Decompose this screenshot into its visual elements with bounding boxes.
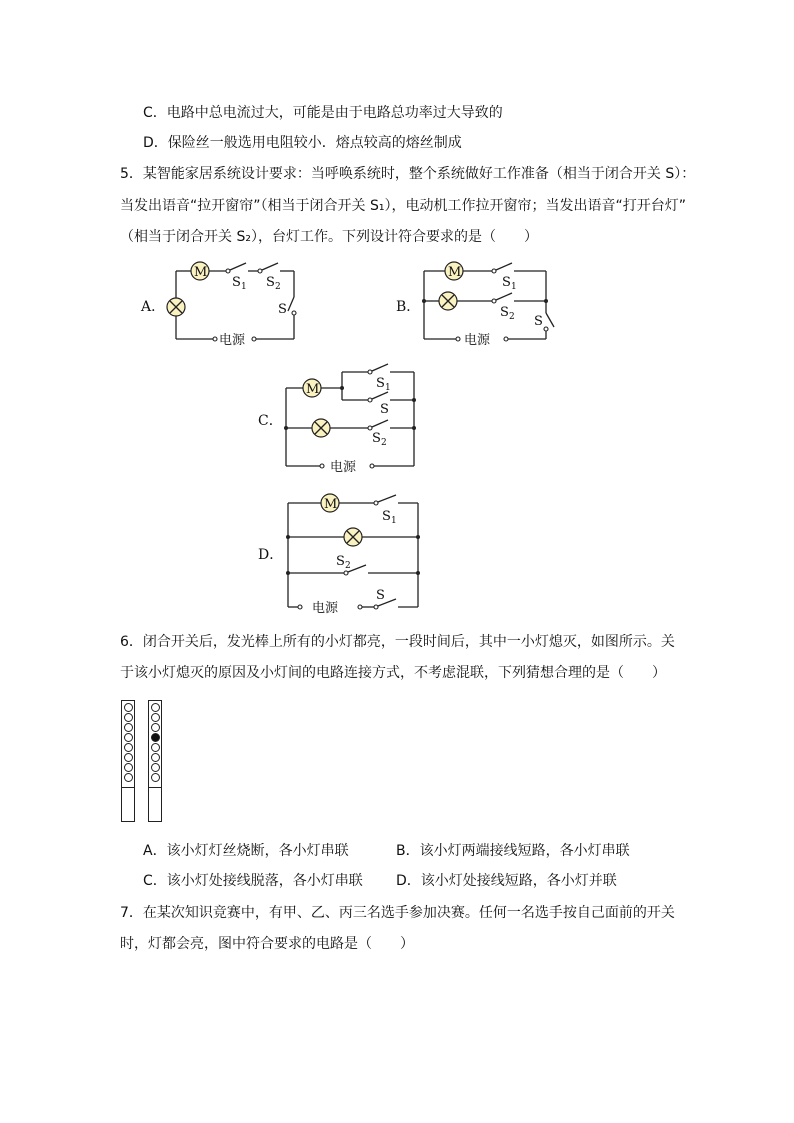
q5-circuit-c — [280, 360, 430, 475]
svg-text:1: 1 — [241, 282, 247, 292]
q6-option-a: A．该小灯灯丝烧断，各小灯串联 — [143, 843, 349, 859]
svg-text:电源: 电源 — [330, 460, 357, 475]
svg-text:S: S — [382, 509, 391, 524]
lamp — [151, 713, 160, 722]
q5-stem-line1: 5．某智能家居系统设计要求：当呼唤系统时，整个系统做好工作准备（相当于闭合开关 S）： — [120, 166, 696, 182]
q5-circuit-a — [160, 255, 310, 350]
svg-text:S: S — [376, 376, 385, 391]
light-rod-one-unlit — [148, 700, 162, 822]
svg-text:2: 2 — [509, 312, 515, 322]
q5-option-a-label: A． — [141, 299, 166, 315]
svg-text:S: S — [376, 588, 385, 603]
q5-option-c-label: C． — [258, 413, 283, 429]
svg-text:S: S — [372, 431, 381, 446]
svg-text:1: 1 — [391, 516, 397, 526]
q5-circuit-b — [418, 255, 568, 350]
q5-stem-line2: 当发出语音“拉开窗帘”（相当于闭合开关 S₁），电动机工作拉开窗帘；当发出语音“打开台灯” — [120, 198, 686, 214]
rod-handle-divider — [149, 787, 161, 788]
q6-option-c: C．该小灯处接线脱落，各小灯串联 — [143, 873, 363, 889]
lamp — [124, 713, 133, 722]
q4-option-d: D．保险丝一般选用电阻较小．熔点较高的熔丝制成 — [143, 135, 462, 151]
q5-option-d-label: D． — [258, 547, 284, 563]
svg-text:S: S — [266, 275, 275, 290]
lamp — [124, 743, 133, 752]
svg-text:S: S — [336, 554, 345, 569]
q5-stem-line3: （相当于闭合开关 S₂），台灯工作。下列设计符合要求的是（ ） — [120, 229, 538, 245]
svg-text:1: 1 — [511, 282, 517, 292]
lamp — [124, 753, 133, 762]
lamp — [124, 773, 133, 782]
svg-text:电源: 电源 — [219, 333, 246, 348]
lamp — [151, 703, 160, 712]
lamp — [124, 723, 133, 732]
svg-text:M: M — [448, 265, 462, 280]
lamp — [151, 753, 160, 762]
svg-text:M: M — [306, 382, 320, 397]
svg-text:S: S — [232, 275, 241, 290]
q5-option-b-label: B． — [396, 299, 421, 315]
lamp — [151, 763, 160, 772]
svg-text:1: 1 — [385, 383, 391, 393]
q5-circuit-d — [280, 485, 430, 620]
lamp — [151, 723, 160, 732]
svg-text:2: 2 — [345, 561, 351, 571]
svg-text:电源: 电源 — [312, 601, 339, 616]
q6-stem-line2: 于该小灯熄灭的原因及小灯间的电路连接方式，不考虑混联，下列猜想合理的是（ ） — [120, 665, 666, 681]
lamp — [124, 703, 133, 712]
svg-text:电源: 电源 — [464, 333, 491, 348]
q6-option-b: B．该小灯两端接线短路，各小灯串联 — [396, 843, 630, 859]
svg-text:S: S — [278, 302, 287, 317]
svg-text:2: 2 — [275, 282, 281, 292]
svg-text:M: M — [324, 497, 338, 512]
rod-handle-divider — [122, 787, 134, 788]
svg-text:S: S — [380, 402, 389, 417]
lamp — [124, 763, 133, 772]
unlit-lamp — [151, 733, 160, 742]
lamp — [151, 773, 160, 782]
svg-text:S: S — [534, 314, 543, 329]
svg-text:S: S — [502, 275, 511, 290]
q7-stem-line2: 时，灯都会亮，图中符合要求的电路是（ ） — [120, 936, 414, 952]
svg-text:S: S — [500, 305, 509, 320]
q6-stem-line1: 6．闭合开关后，发光棒上所有的小灯都亮，一段时间后，其中一小灯熄灭，如图所示。关 — [120, 634, 675, 650]
q7-stem-line1: 7．在某次知识竞赛中，有甲、乙、丙三名选手参加决赛。任何一名选手按自己面前的开关 — [120, 905, 675, 921]
q6-option-d: D．该小灯处接线短路，各小灯并联 — [396, 873, 617, 889]
light-rod-lit — [121, 700, 135, 822]
lamp — [124, 733, 133, 742]
q4-option-c: C．电路中总电流过大，可能是由于电路总功率过大导致的 — [143, 105, 503, 121]
svg-text:2: 2 — [381, 438, 387, 448]
motor-symbol-a: M — [194, 265, 208, 280]
lamp — [151, 743, 160, 752]
